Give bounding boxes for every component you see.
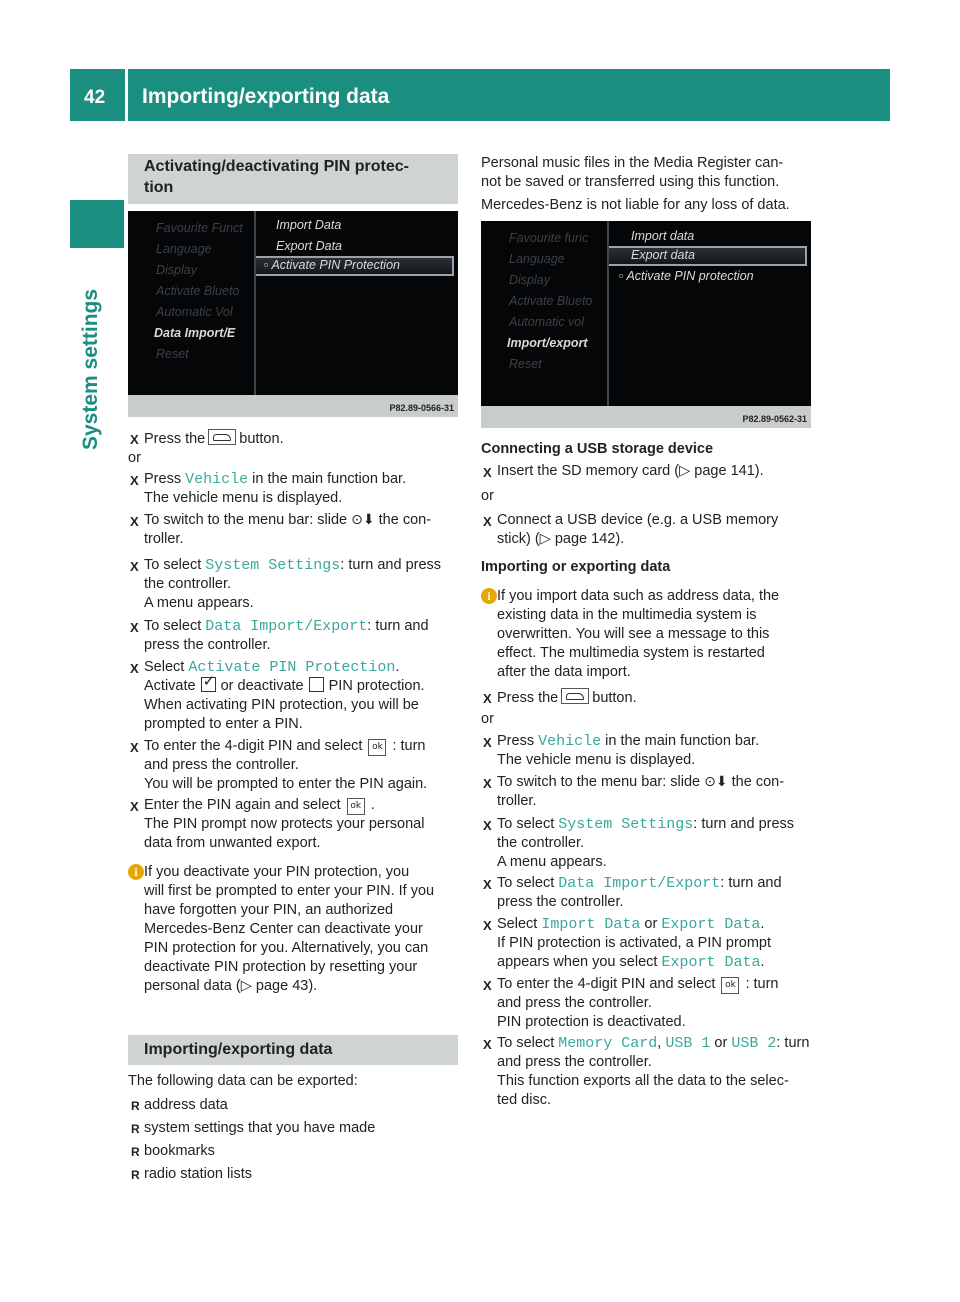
step-arrow: X bbox=[130, 559, 139, 574]
checkbox-empty-icon bbox=[309, 677, 324, 692]
menu-item: Favourite Funct bbox=[156, 221, 243, 235]
info-text: If you import data such as address data, the bbox=[497, 588, 780, 604]
info-text: have forgotten your PIN, an authorized bbox=[144, 902, 394, 918]
controller-slide-icon: ⊙⬇ bbox=[351, 512, 375, 528]
step-arrow: X bbox=[483, 877, 492, 892]
step-text: stick) (▷ page 142). bbox=[497, 531, 625, 547]
bullet-marker: R bbox=[131, 1145, 140, 1159]
step-text: To select Memory Card, USB 1 or USB 2: turn bbox=[497, 1035, 810, 1052]
step-arrow: X bbox=[483, 818, 492, 833]
step-arrow: X bbox=[483, 776, 492, 791]
bullet-marker: R bbox=[131, 1122, 140, 1136]
checkbox-checked-icon bbox=[201, 677, 216, 692]
ok-icon: ok bbox=[721, 977, 739, 994]
menu-item: Reset bbox=[509, 357, 542, 371]
step-text: When activating PIN protection, you will be bbox=[144, 697, 419, 713]
list-item: system settings that you have made bbox=[144, 1120, 376, 1136]
submenu-item-selected: ▫ Activate PIN Protection bbox=[264, 258, 400, 272]
bullet-marker: R bbox=[131, 1099, 140, 1113]
section-heading-pin bbox=[128, 154, 458, 204]
step-text: To select System Settings: turn and press bbox=[497, 816, 795, 833]
step-text: To select Data Import/Export: turn and bbox=[497, 875, 782, 892]
info-text: Mercedes-Benz Center can deactivate your bbox=[144, 921, 423, 937]
intro-text: The following data can be exported: bbox=[128, 1073, 358, 1089]
list-item: radio station lists bbox=[144, 1166, 252, 1182]
step-text: Press Vehicle in the main function bar. bbox=[497, 733, 760, 750]
bullet-marker: R bbox=[131, 1168, 140, 1182]
header-divider bbox=[125, 69, 128, 121]
info-text: personal data (▷ page 43). bbox=[144, 978, 318, 994]
step-text: Press the button. bbox=[497, 690, 637, 706]
step-text: If PIN protection is activated, a PIN prompt bbox=[497, 935, 772, 951]
intro-text: not be saved or transferred using this function. bbox=[481, 174, 780, 190]
info-text: If you deactivate your PIN protection, you bbox=[144, 864, 410, 880]
page-header bbox=[70, 69, 890, 121]
step-text: data from unwanted export. bbox=[144, 835, 321, 851]
screenshot-import-export bbox=[481, 221, 811, 428]
figure-code: P82.89-0562-31 bbox=[742, 414, 807, 424]
step-text: Connect a USB device (e.g. a USB memory bbox=[497, 512, 779, 528]
step-text: Activate✓ or deactivate PIN protection. bbox=[144, 677, 425, 696]
page-number: 42 bbox=[84, 87, 106, 108]
list-item: address data bbox=[144, 1097, 228, 1113]
menu-item: Display bbox=[156, 263, 197, 277]
step-arrow: X bbox=[483, 1037, 492, 1052]
submenu-item: Import data bbox=[631, 229, 695, 243]
step-arrow: X bbox=[130, 432, 139, 447]
or-text: or bbox=[481, 488, 494, 504]
car-icon bbox=[561, 688, 589, 704]
step-arrow: X bbox=[130, 799, 139, 814]
step-arrow: X bbox=[130, 514, 139, 529]
step-text: the controller. bbox=[497, 835, 585, 851]
step-text: the controller. bbox=[144, 576, 232, 592]
step-text: Select Import Data or Export Data. bbox=[497, 916, 765, 933]
or-text: or bbox=[128, 450, 141, 466]
step-arrow: X bbox=[130, 740, 139, 755]
step-text: A menu appears. bbox=[144, 595, 254, 611]
submenu-item: ▫ Activate PIN protection bbox=[619, 269, 754, 283]
section-heading-line: Activating/deactivating PIN protec- bbox=[144, 158, 409, 175]
menu-item-active: Data Import/E bbox=[154, 326, 236, 340]
screenshot-pin-protection bbox=[128, 211, 458, 417]
step-text: To switch to the menu bar: slide ⊙⬇ the con- bbox=[144, 512, 432, 528]
ok-icon: ok bbox=[347, 798, 365, 815]
step-arrow: X bbox=[130, 661, 139, 676]
step-text: You will be prompted to enter the PIN again. bbox=[144, 776, 428, 792]
controller-slide-icon: ⊙⬇ bbox=[704, 774, 728, 790]
info-text: overwritten. You will see a message to this bbox=[497, 626, 770, 642]
info-icon: i bbox=[481, 588, 497, 604]
step-arrow: X bbox=[130, 620, 139, 635]
info-text: PIN protection for you. Alternatively, you can bbox=[144, 940, 429, 956]
car-icon bbox=[208, 429, 236, 445]
step-text: troller. bbox=[497, 793, 537, 809]
step-arrow: X bbox=[483, 691, 492, 706]
subheading-import: Importing or exporting data bbox=[481, 559, 671, 575]
step-text: ted disc. bbox=[497, 1092, 551, 1108]
section-heading-line: tion bbox=[144, 179, 174, 196]
sidebar-section-label: System settings bbox=[79, 288, 102, 450]
menu-item: Language bbox=[509, 252, 565, 266]
menu-item-active: Import/export bbox=[507, 336, 588, 350]
step-text: prompted to enter a PIN. bbox=[144, 716, 303, 732]
step-text: and press the controller. bbox=[497, 995, 652, 1011]
sidebar-marker bbox=[70, 200, 124, 248]
submenu-item: Export Data bbox=[276, 239, 343, 253]
step-text: Press Vehicle in the main function bar. bbox=[144, 471, 407, 488]
menu-item: Favourite func bbox=[509, 231, 589, 245]
info-text: will first be prompted to enter your PIN. If you bbox=[144, 883, 435, 899]
step-text: To enter the 4-digit PIN and select ok : turn bbox=[497, 976, 779, 992]
info-text: after the data import. bbox=[497, 664, 631, 680]
intro-text: Mercedes-Benz is not liable for any loss of data. bbox=[481, 197, 790, 213]
info-text: effect. The multimedia system is restarted bbox=[497, 645, 765, 661]
menu-item: Language bbox=[156, 242, 212, 256]
step-text: press the controller. bbox=[144, 637, 271, 653]
menu-item: Activate Blueto bbox=[509, 294, 593, 308]
step-text: Enter the PIN again and select ok . bbox=[144, 797, 375, 813]
step-text: To select System Settings: turn and press bbox=[144, 557, 442, 574]
step-arrow: X bbox=[483, 514, 492, 529]
intro-text: Personal music files in the Media Register can- bbox=[481, 155, 784, 171]
section-heading-text: Importing/exporting data bbox=[144, 1041, 333, 1058]
menu-item: Automatic vol bbox=[509, 315, 585, 329]
step-arrow: X bbox=[130, 473, 139, 488]
menu-item: Reset bbox=[156, 347, 189, 361]
step-text: To switch to the menu bar: slide ⊙⬇ the con- bbox=[497, 774, 785, 790]
step-text: press the controller. bbox=[497, 894, 624, 910]
menu-item: Automatic Vol bbox=[156, 305, 233, 319]
submenu-item: Import Data bbox=[276, 218, 342, 232]
step-arrow: X bbox=[483, 978, 492, 993]
step-text: and press the controller. bbox=[497, 1054, 652, 1070]
info-text: deactivate PIN protection by resetting your bbox=[144, 959, 418, 975]
info-icon: i bbox=[128, 864, 144, 880]
step-arrow: X bbox=[483, 465, 492, 480]
submenu-item-selected: Export data bbox=[631, 248, 695, 262]
step-text: and press the controller. bbox=[144, 757, 299, 773]
screen-divider bbox=[254, 211, 256, 395]
info-text: existing data in the multimedia system is bbox=[497, 607, 757, 623]
step-text: To select Data Import/Export: turn and bbox=[144, 618, 429, 635]
step-text: Select Activate PIN Protection. bbox=[144, 659, 400, 676]
step-text: PIN protection is deactivated. bbox=[497, 1014, 686, 1030]
step-text: The vehicle menu is displayed. bbox=[497, 752, 696, 768]
step-text: To enter the 4-digit PIN and select ok : turn bbox=[144, 738, 426, 754]
subheading-usb: Connecting a USB storage device bbox=[481, 441, 714, 457]
or-text: or bbox=[481, 711, 494, 727]
step-text: Press the button. bbox=[144, 431, 284, 447]
section-heading-import-export bbox=[128, 1035, 458, 1065]
step-text: troller. bbox=[144, 531, 184, 547]
step-text: A menu appears. bbox=[497, 854, 607, 870]
menu-item: Display bbox=[509, 273, 550, 287]
menu-item: Activate Blueto bbox=[156, 284, 240, 298]
step-text: The vehicle menu is displayed. bbox=[144, 490, 343, 506]
figure-code: P82.89-0566-31 bbox=[389, 403, 454, 413]
page-title: Importing/exporting data bbox=[142, 85, 390, 108]
step-text: The PIN prompt now protects your personal bbox=[144, 816, 425, 832]
list-item: bookmarks bbox=[144, 1143, 215, 1159]
step-arrow: X bbox=[483, 735, 492, 750]
step-text: This function exports all the data to the selec- bbox=[497, 1073, 789, 1089]
step-text: Insert the SD memory card (▷ page 141). bbox=[497, 463, 764, 479]
step-text: appears when you select Export Data. bbox=[497, 954, 765, 971]
step-arrow: X bbox=[483, 918, 492, 933]
ok-icon: ok bbox=[368, 739, 386, 756]
